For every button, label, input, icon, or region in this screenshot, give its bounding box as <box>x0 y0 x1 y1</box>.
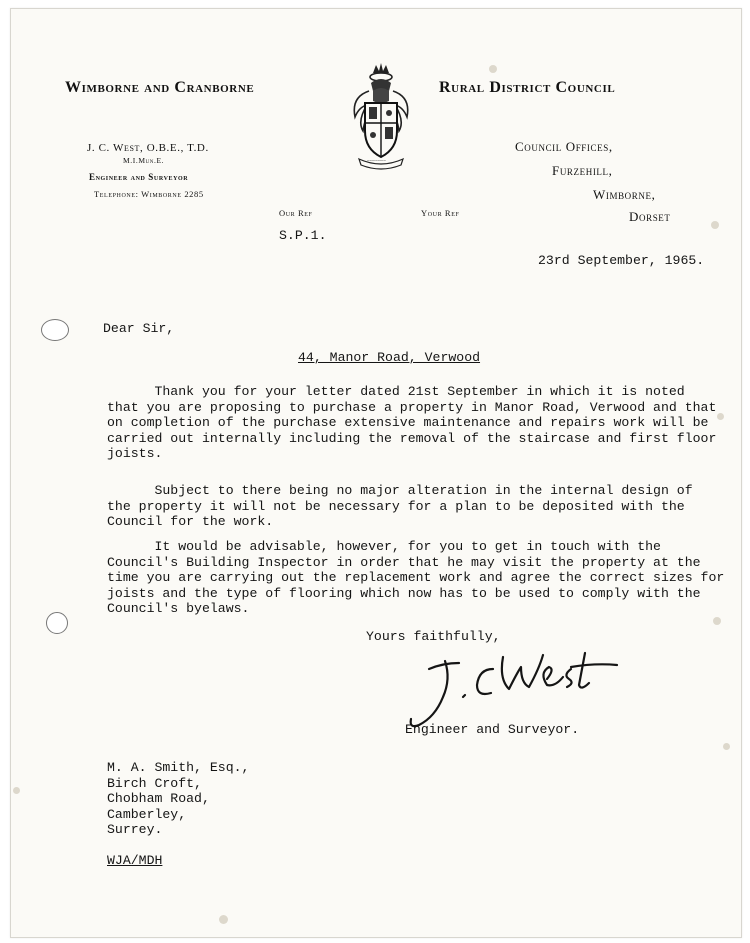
punch-hole-bottom <box>46 612 68 634</box>
punch-hole-top <box>41 319 69 341</box>
address-line: Wimborne, <box>593 187 656 202</box>
recipient-line: Birch Croft, <box>107 776 202 791</box>
paper-speck <box>717 413 724 420</box>
paper-speck <box>723 743 730 750</box>
body-line: Council's byelaws. <box>107 601 250 617</box>
signatory-title: Engineer and Surveyor. <box>405 722 580 737</box>
council-name-right: Rural District Council <box>439 79 616 96</box>
our-ref-value: S.P.1. <box>279 228 327 243</box>
paper-speck <box>711 221 719 229</box>
body-line: Subject to there being no major alteration in the internal design of <box>107 483 693 498</box>
letter-date: 23rd September, 1965. <box>538 253 705 268</box>
crest-motto: ~~~~~~~ <box>367 159 386 164</box>
body-line: the property it will not be necessary for a plan to be deposited with the <box>107 498 685 514</box>
body-line: Council's Building Inspector in order that he may visit the property at the <box>107 554 701 570</box>
signature-icon <box>399 639 619 731</box>
body-line: joists. <box>107 446 163 462</box>
paper-speck <box>13 787 20 794</box>
paper-speck <box>219 915 228 924</box>
council-name-left: Wimborne and Cranborne <box>65 79 255 96</box>
letter-subject: 44, Manor Road, Verwood <box>298 350 481 365</box>
officer-qualifications: M.I.Mun.E. <box>123 156 165 165</box>
recipient-line: Chobham Road, <box>107 791 210 806</box>
body-paragraph-2 <box>107 483 717 530</box>
recipient-line: Surrey. <box>107 822 163 837</box>
reference-initials: WJA/MDH <box>107 853 163 868</box>
officer-name: J. C. West, O.B.E., T.D. <box>87 142 209 154</box>
officer-title: Engineer and Surveyor <box>89 172 189 182</box>
crest-icon <box>343 61 419 171</box>
closing: Yours faithfully, <box>366 629 501 644</box>
paper-speck <box>713 617 721 625</box>
body-paragraph-1 <box>107 384 717 462</box>
body-line: Council for the work. <box>107 514 274 530</box>
body-line: Thank you for your letter dated 21st September in which it is noted <box>107 384 685 399</box>
council-crest <box>343 61 419 171</box>
telephone: Telephone: Wimborne 2285 <box>94 189 204 199</box>
paper-speck <box>489 65 497 73</box>
recipient-line: Camberley, <box>107 807 187 822</box>
body-paragraph-3 <box>107 539 725 617</box>
address-line: Furzehill, <box>552 163 613 178</box>
salutation: Dear Sir, <box>103 321 175 336</box>
address-line: Dorset <box>629 209 671 224</box>
body-line: It would be advisable, however, for you to get in touch with the <box>107 539 661 554</box>
signature <box>399 639 619 731</box>
our-ref-label: Our Ref <box>279 208 313 218</box>
your-ref-label: Your Ref <box>421 208 460 218</box>
letter-page <box>10 8 742 938</box>
body-line: joists and the type of flooring which now has to be used to comply with the <box>107 585 701 601</box>
body-line: carried out internally including the removal of the staircase and first floor <box>107 430 717 446</box>
address-line: Council Offices, <box>515 139 613 154</box>
body-line: on completion of the purchase extensive maintenance and repairs work will be <box>107 415 709 431</box>
body-line: time you are carrying out the replacement work and agree the correct sizes for <box>107 570 725 586</box>
recipient-line: M. A. Smith, Esq., <box>107 760 250 775</box>
body-line: that you are proposing to purchase a property in Manor Road, Verwood and that <box>107 399 717 415</box>
